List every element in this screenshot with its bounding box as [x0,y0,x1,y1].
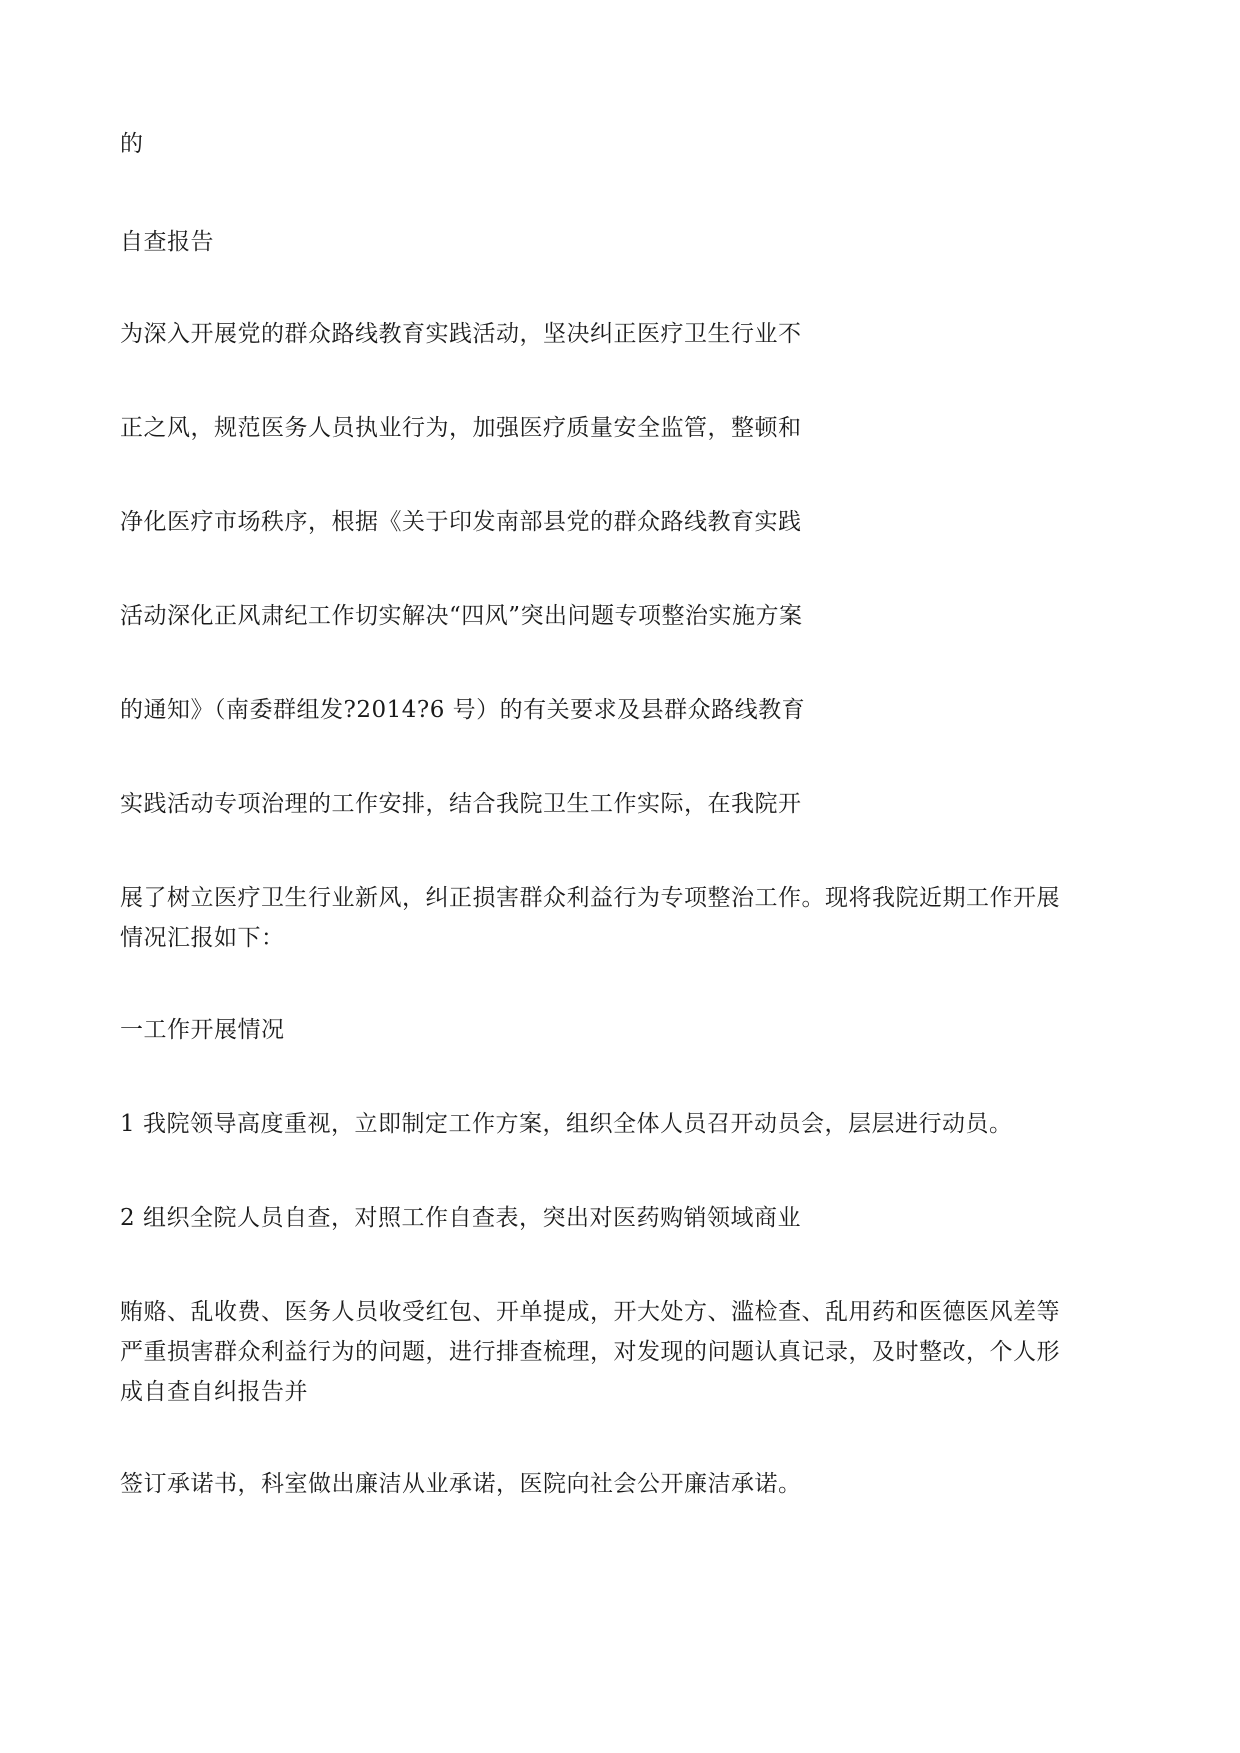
heading-fragment: 的 [120,131,144,157]
intro-line: 情况汇报如下： [120,925,285,951]
item-2-line: 严重损害群众利益行为的问题，进行排查梳理，对发现的问题认真记录，及时整改，个人形 [120,1339,1060,1365]
document-title: 自查报告 [120,229,214,255]
section-heading: 一工作开展情况 [120,1017,285,1043]
item-2-line: 成自查自纠报告并 [120,1379,308,1405]
item-1: 1 我院领导高度重视，立即制定工作方案，组织全体人员召开动员会，层层进行动员。 [120,1111,1013,1137]
intro-line: 正之风，规范医务人员执业行为，加强医疗质量安全监管，整顿和 [120,415,802,441]
intro-line: 实践活动专项治理的工作安排，结合我院卫生工作实际，在我院开 [120,791,802,817]
item-2-line: 签订承诺书，科室做出廉洁从业承诺，医院向社会公开廉洁承诺。 [120,1471,802,1497]
item-2-line: 2 组织全院人员自查，对照工作自查表，突出对医药购销领域商业 [120,1205,801,1231]
intro-line: 展了树立医疗卫生行业新风，纠正损害群众利益行为专项整治工作。现将我院近期工作开展 [120,885,1060,911]
intro-line: 净化医疗市场秩序，根据《关于印发南部县党的群众路线教育实践 [120,509,802,535]
item-2-line: 贿赂、乱收费、医务人员收受红包、开单提成，开大处方、滥检查、乱用药和医德医风差等 [120,1299,1060,1325]
intro-line: 的通知》（南委群组发?2014?6 号）的有关要求及县群众路线教育 [120,697,806,723]
intro-line: 为深入开展党的群众路线教育实践活动，坚决纠正医疗卫生行业不 [120,321,802,347]
intro-line: 活动深化正风肃纪工作切实解决“四风”突出问题专项整治实施方案 [120,603,803,629]
